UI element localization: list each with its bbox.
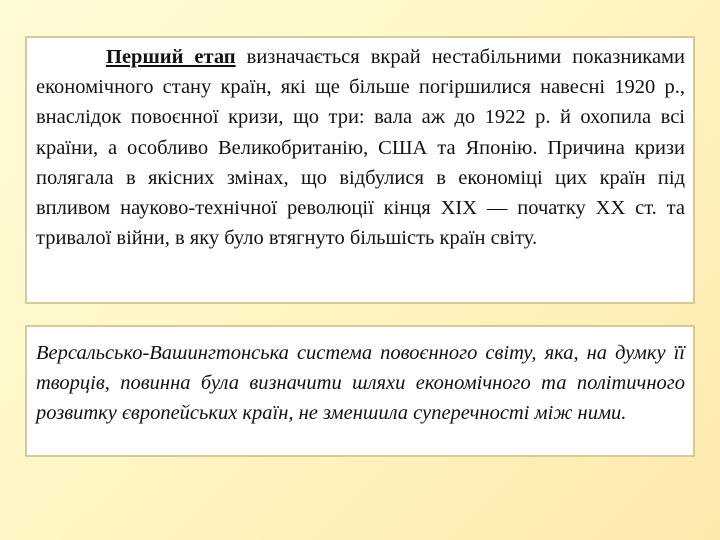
first-stage-paragraph: [36, 42, 685, 253]
versailles-system-text-box: [25, 325, 695, 457]
versailles-system-paragraph: Версальсько-Вашингтонська система повоєнного світу, яка, на думку її творців, повинна була визначити шляхи економічного та політичного розвитку європейських країн, не зменшила суперечності між ними.: [36, 342, 685, 425]
first-stage-lead: Перший етап: [106, 46, 236, 68]
first-stage-text-box: [25, 36, 695, 304]
first-stage-body: визначається вкрай нестабільними показниками економічного стану країн, які ще більше погіршилися навесні 1920 р., внаслідок повоєнної кризи, що три: вала аж до 1922 р. й охопила всі країни, а особливо Великобританію, США та Японію. Причина кризи полягала в якісних змінах, що відбулися в економіці цих країн під впливом науково-технічної революції кінця XIX — початку XX ст. та тривалої війни, в яку було втягнуто більшість країн світу.: [36, 46, 686, 250]
